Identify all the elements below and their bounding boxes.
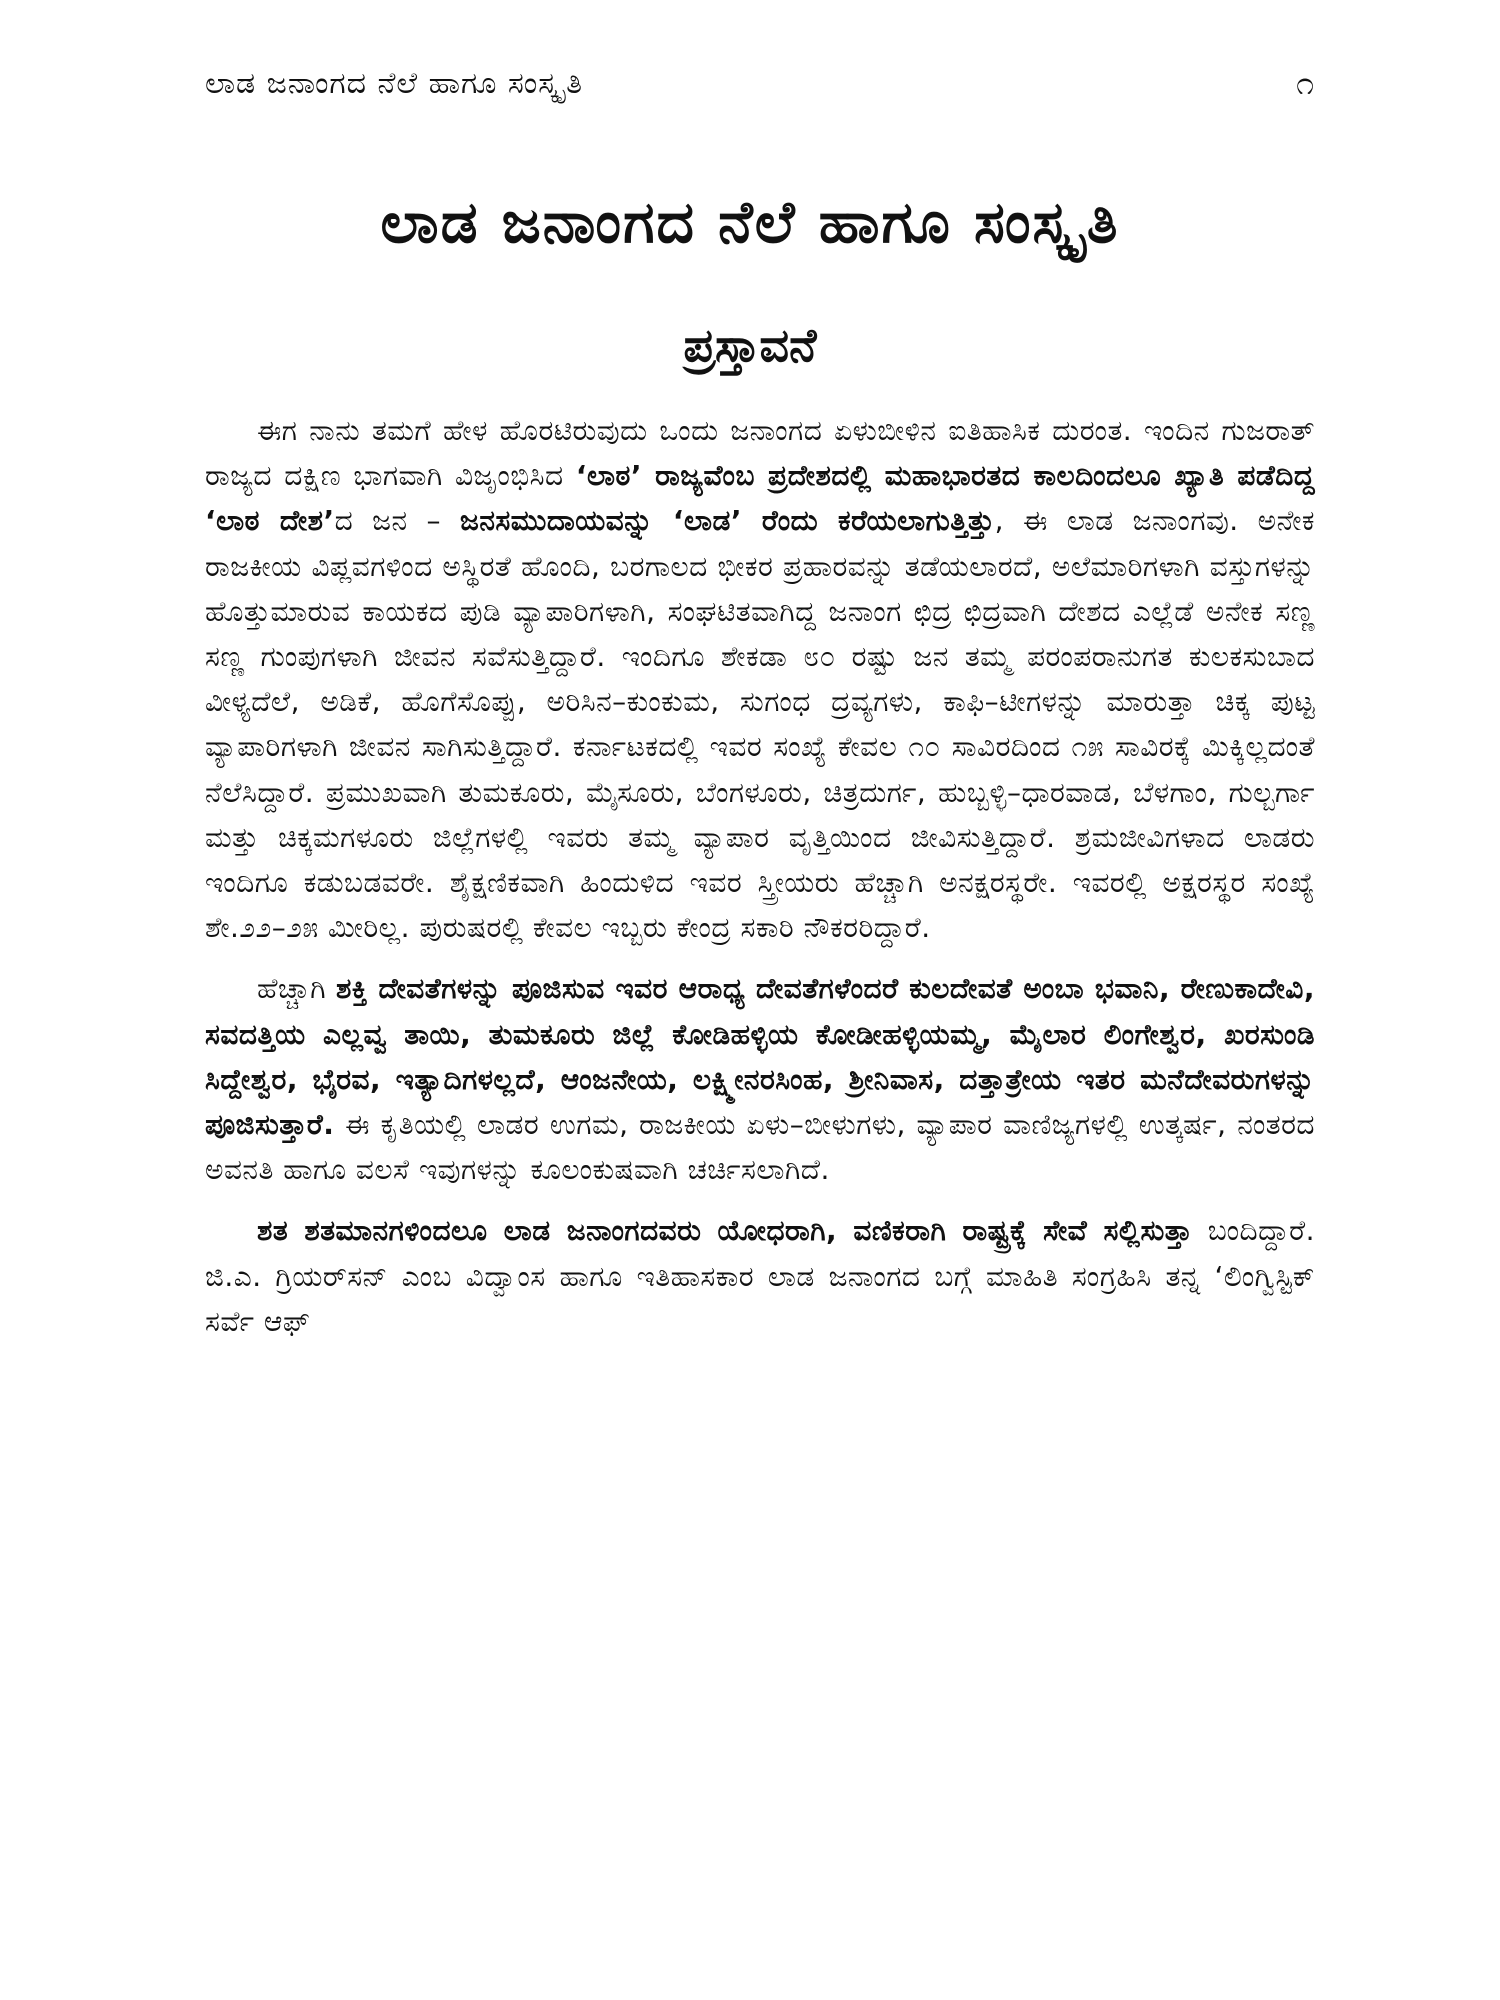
paragraph-2-text-b: ಈ ಕೃತಿಯಲ್ಲಿ ಲಾಡರ ಉಗಮ, ರಾಜಕೀಯ ಏಳು–ಬೀಳುಗಳು, ವ್ಯಾಪಾರ ವಾಣಿಜ್ಯಗಳಲ್ಲಿ ಉತ್ಕರ್ಷ, ನಂತರದ ಅವನತಿ ಹಾಗೂ ವಲಸೆ ಇವುಗಳನ್ನು ಕೂಲಂಕುಷವಾಗಿ ಚರ್ಚಿಸಲಾಗಿದೆ.: [205, 1108, 1315, 1187]
section-heading: ಪ್ರಸ್ತಾವನೆ: [683, 318, 817, 372]
paragraph-2-bold-a: ಶಕ್ತಿ ದೇವತೆಗಳನ್ನು ಪೂಜಿಸುವ ಇವರ ಆರಾಧ್ಯ ದೇವತೆಗಳೆಂದರೆ ಕುಲದೇವತೆ ಅಂಬಾ ಭವಾನಿ, ರೇಣುಕಾದೇವಿ, ಸವದತ್ತಿಯ ಎಲ್ಲವ್ವ ತಾಯಿ, ತುಮಕೂರು ಜಿಲ್ಲೆ ಕೋಡಿಹಳ್ಳಿಯ ಕೋಡೀಹಳ್ಳಿಯಮ್ಮ, ಮೈಲಾರ ಲಿಂಗೇಶ್ವರ, ಖರಸುಂಡಿ ಸಿದ್ದೇಶ್ವರ, ಭೈರವ, ಇತ್ಯಾದಿಗಳಲ್ಲದೆ, ಆಂಜನೇಯ, ಲಕ್ಷ್ಮೀನರಸಿಂಹ, ಶ್ರೀನಿವಾಸ, ದತ್ತಾತ್ರೇಯ ಇತರ ಮನೆದೇವರುಗಳನ್ನು ಪೂಜಿಸುತ್ತಾರೆ.: [205, 972, 1315, 1142]
chapter-title: ಲಾಡ ಜನಾಂಗದ ನೆಲೆ ಹಾಗೂ ಸಂಸ್ಕೃತಿ: [380, 188, 1120, 256]
paragraph-3-bold-a: ಶತ ಶತಮಾನಗಳಿಂದಲೂ ಲಾಡ ಜನಾಂಗದವರು ಯೋಧರಾಗಿ, ವಣಿಕರಾಗಿ ರಾಷ್ಟ್ರಕ್ಕೆ ಸೇವೆ ಸಲ್ಲಿಸುತ್ತಾ: [257, 1214, 1193, 1248]
paragraph-1-text-c: , ಈ ಲಾಡ ಜನಾಂಗವು. ಅನೇಕ ರಾಜಕೀಯ ವಿಪ್ಲವಗಳಿಂದ ಅಸ್ಥಿರತೆ ಹೊಂದಿ, ಬರಗಾಲದ ಭೀಕರ ಪ್ರಹಾರವನ್ನು ತಡೆಯಲಾರದೆ, ಅಲೆಮಾರಿಗಳಾಗಿ ವಸ್ತುಗಳನ್ನು ಹೊತ್ತುಮಾರುವ ಕಾಯಕದ ಪುಡಿ ವ್ಯಾಪಾರಿಗಳಾಗಿ, ಸಂಘಟಿತವಾಗಿದ್ದ ಜನಾಂಗ ಛಿದ್ರ ಛಿದ್ರವಾಗಿ ದೇಶದ ಎಲ್ಲೆಡೆ ಅನೇಕ ಸಣ್ಣ ಸಣ್ಣ ಗುಂಪುಗಳಾಗಿ ಜೀವನ ಸವೆಸುತ್ತಿದ್ದಾರೆ. ಇಂದಿಗೂ ಶೇಕಡಾ ೮೦ ರಷ್ಟು ಜನ ತಮ್ಮ ಪರಂಪರಾನುಗತ ಕುಲಕಸುಬಾದ ವೀಳ್ಯದೆಲೆ, ಅಡಿಕೆ, ಹೊಗೆಸೊಪ್ಪು, ಅರಿಸಿನ–ಕುಂಕುಮ, ಸುಗಂಧ ದ್ರವ್ಯಗಳು, ಕಾಫಿ–ಟೀಗಳನ್ನು ಮಾರುತ್ತಾ ಚಿಕ್ಕ ಪುಟ್ಟ ವ್ಯಾಪಾರಿಗಳಾಗಿ ಜೀವನ ಸಾಗಿಸುತ್ತಿದ್ದಾರೆ. ಕರ್ನಾಟಕದಲ್ಲಿ ಇವರ ಸಂಖ್ಯೆ ಕೇವಲ ೧೦ ಸಾವಿರದಿಂದ ೧೫ ಸಾವಿರಕ್ಕೆ ಮಿಕ್ಕಿಲ್ಲದಂತೆ ನೆಲೆಸಿದ್ದಾರೆ. ಪ್ರಮುಖವಾಗಿ ತುಮಕೂರು, ಮೈಸೂರು, ಬೆಂಗಳೂರು, ಚಿತ್ರದುರ್ಗ, ಹುಬ್ಬಳ್ಳಿ–ಧಾರವಾಡ, ಬೆಳಗಾಂ, ಗುಲ್ಬರ್ಗಾ ಮತ್ತು ಚಿಕ್ಕಮಗಳೂರು ಜಿಲ್ಲೆಗಳಲ್ಲಿ ಇವರು ತಮ್ಮ ವ್ಯಾಪಾರ ವೃತ್ತಿಯಿಂದ ಜೀವಿಸುತ್ತಿದ್ದಾರೆ. ಶ್ರಮಜೀವಿಗಳಾದ ಲಾಡರು ಇಂದಿಗೂ ಕಡುಬಡವರೇ. ಶೈಕ್ಷಣಿಕವಾಗಿ ಹಿಂದುಳಿದ ಇವರ ಸ್ತ್ರೀಯರು ಹೆಚ್ಚಾಗಿ ಅನಕ್ಷರಸ್ಥರೇ. ಇವರಲ್ಲಿ ಅಕ್ಷರಸ್ಥರ ಸಂಖ್ಯೆ ಶೇ.೨೨–೨೫ ಮೀರಿಲ್ಲ. ಪುರುಷರಲ್ಲಿ ಕೇವಲ ಇಬ್ಬರು ಕೇಂದ್ರ ಸಕಾರಿ ನೌಕರರಿದ್ದಾರೆ.: [205, 504, 1315, 945]
body-text: [205, 408, 1315, 1344]
running-title: ಲಾಡ ಜನಾಂಗದ ನೆಲೆ ಹಾಗೂ ಸಂಸ್ಕೃತಿ: [205, 65, 584, 101]
paragraph-2-text-a: ಹೆಚ್ಚಾಗಿ: [257, 972, 336, 1006]
paragraph-3: [205, 1208, 1315, 1344]
running-header: [205, 58, 1315, 108]
paragraph-1: [205, 408, 1315, 950]
paragraph-1-bold-b: ಜನಸಮುದಾಯವನ್ನು ‘ಲಾಡ’ ರೆಂದು ಕರೆಯಲಾಗುತ್ತಿತ್ತು: [460, 504, 995, 538]
page-number: ೧: [1296, 63, 1315, 102]
paragraph-1-bold-a: ‘ಲಾಠ’ ರಾಜ್ಯವೆಂಬ ಪ್ರದೇಶದಲ್ಲಿ ಮಹಾಭಾರತದ ಕಾಲದಿಂದಲೂ ಖ್ಯಾತಿ ಪಡೆದಿದ್ದ ‘ಲಾಠ ದೇಶ’: [205, 459, 1316, 538]
paragraph-2: [205, 966, 1315, 1192]
paragraph-1-text-b: ದ ಜನ –: [334, 504, 461, 538]
paragraph-3-text-a: ಬಂದಿದ್ದಾರೆ. ಜಿ.ಎ. ಗ್ರಿಯರ್‌ಸನ್ ಎಂಬ ವಿದ್ವಾಂಸ ಹಾಗೂ ಇತಿಹಾಸಕಾರ ಲಾಡ ಜನಾಂಗದ ಬಗ್ಗೆ ಮಾಹಿತಿ ಸಂಗ್ರಹಿಸಿ ತನ್ನ ‘ಲಿಂಗ್ವಿಸ್ಟಿಕ್ ಸರ್ವೆ ಆಫ್: [205, 1214, 1315, 1338]
paragraph-1-text-a: ಈಗ ನಾನು ತಮಗೆ ಹೇಳ ಹೊರಟಿರುವುದು ಒಂದು ಜನಾಂಗದ ಏಳುಬೀಳಿನ ಐತಿಹಾಸಿಕ ದುರಂತ. ಇಂದಿನ ಗುಜರಾತ್ ರಾಜ್ಯದ ದಕ್ಷಿಣ ಭಾಗವಾಗಿ ವಿಜೃಂಭಿಸಿದ: [205, 414, 1315, 493]
